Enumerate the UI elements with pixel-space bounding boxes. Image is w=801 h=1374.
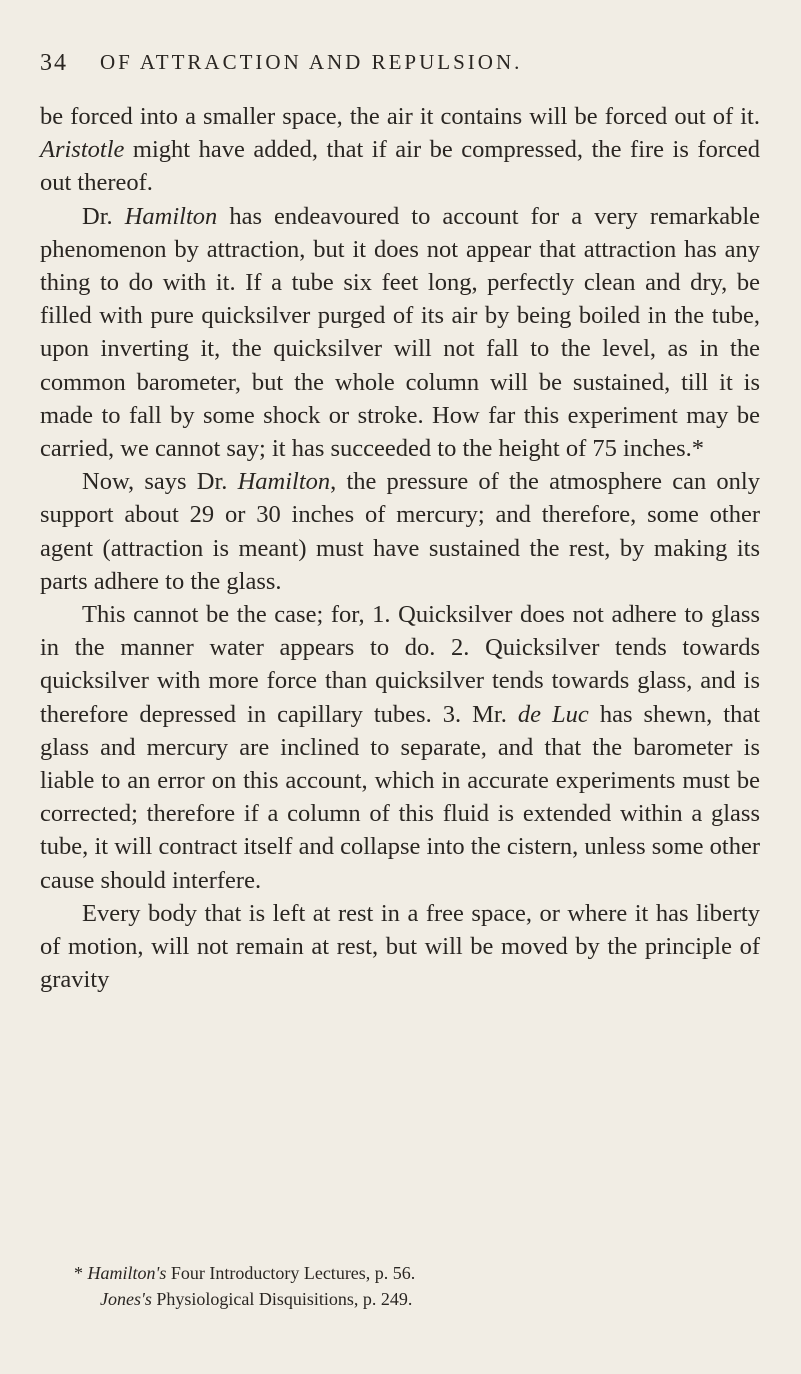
text-run: Dr.	[82, 202, 125, 230]
page-number: 34	[40, 50, 68, 76]
text-run: has shewn, that glass and mercury are inclined to separate, and that the barometer is liable to an error on this account, which in accurate experiments must be corrected; therefore if a column of this fluid is extended within a glass tube, it will contract itself and collapse into the cistern, unless some other cause should interfere.	[40, 700, 761, 894]
text-run: Every body that is left at rest in a free space, or where it has liberty of motion, will not remain at rest, but will be moved by the principle of gravity	[40, 899, 760, 994]
text-run: Now, says Dr.	[82, 468, 238, 496]
footnote	[40, 1286, 760, 1312]
text-run: might have added, that if air be compressed, the fire is forced out thereof.	[40, 136, 760, 197]
italic-text: Hamilton's	[87, 1263, 167, 1283]
running-header	[40, 50, 760, 86]
footnote	[40, 1260, 760, 1286]
text-run: , the pressure of the atmosphere can only support about 29 or 30 inches of mercury; and therefore, some other agent (attraction is meant) must have sustained the rest, by making its parts adhere to the glass.	[40, 468, 760, 595]
italic-text: Hamilton	[237, 468, 331, 496]
paragraph	[40, 200, 760, 466]
text-run: Physiological Disquisitions, p. 249.	[151, 1289, 413, 1309]
main-text	[40, 100, 760, 996]
paragraph	[40, 465, 760, 598]
paragraph	[40, 897, 760, 997]
italic-text: Jones's	[100, 1289, 152, 1309]
italic-text: de Luc	[517, 700, 589, 728]
paragraph	[40, 100, 760, 200]
running-title: OF ATTRACTION AND REPULSION.	[100, 50, 523, 74]
paragraph	[40, 598, 760, 897]
text-run: *	[74, 1263, 88, 1283]
italic-text: Hamilton	[124, 202, 218, 230]
footnotes	[40, 1260, 760, 1312]
text-run: be forced into a smaller space, the air it contains will be forced out of it.	[40, 103, 760, 130]
italic-text: Aristotle	[40, 136, 125, 164]
text-run: Four Introductory Lectures, p. 56.	[166, 1263, 416, 1283]
text-run: This cannot be the case; for, 1. Quicksilver does not adhere to glass in the manner water appears to do. 2. Quicksilver tends towards quicksilver with more force than quicksilver tends towards glass, and is therefore depressed in capillary tubes. 3. Mr.	[40, 601, 760, 728]
text-run: has endeavoured to account for a very remarkable phenomenon by attraction, but it does not appear that attraction has any thing to do with it. If a tube six feet long, perfectly clean and dry, be filled with pure quicksilver purged of its air by being boiled in the tube, upon inverting it, the quicksilver will not fall to the level, as in the common barometer, but the whole column will be sustained, till it is made to fall by some shock or stroke. How far this experiment may be carried, we cannot say; it has succeeded to the height of 75 inches.*	[40, 202, 760, 463]
